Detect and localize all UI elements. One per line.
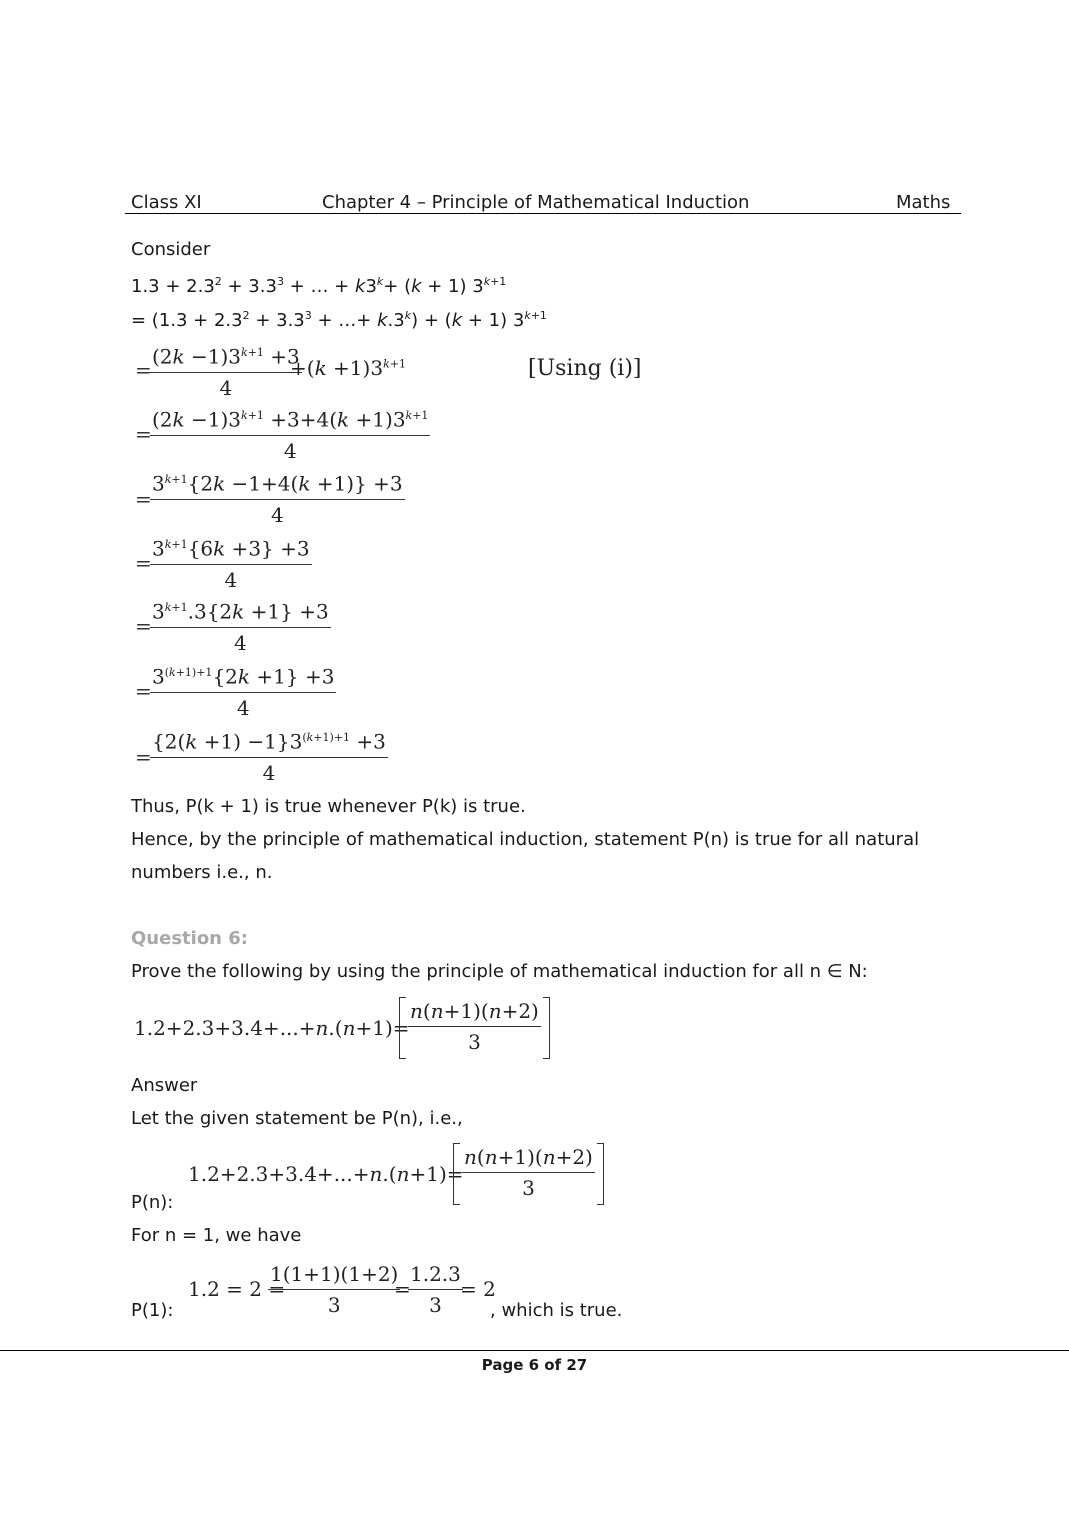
which-true-text: , which is true.	[490, 1300, 623, 1321]
consider-text: Consider	[131, 239, 211, 260]
footer-rule	[0, 1350, 1069, 1351]
fraction-step-5: $\frac{3^{k+1}.3\{2k +1\} +3}{4}$	[150, 595, 331, 656]
fraction-step-6: $\frac{3^{(k+1)+1}\{2k +1\} +3}{4}$	[150, 660, 336, 721]
equals-sign: =	[135, 487, 152, 511]
pn-label: P(n):	[131, 1192, 174, 1213]
q6-formula-rhs: $\frac{n(n+1)(n+2)}{3}$	[410, 999, 539, 1054]
hence-line-2: numbers i.e., n.	[131, 862, 273, 883]
page-number: Page 6 of 27	[481, 1356, 588, 1374]
pn-formula-lhs: 1.2+2.3+3.4+...+n.(n+1)=	[188, 1162, 464, 1186]
let-line: Let the given statement be P(n), i.e.,	[131, 1108, 463, 1129]
fraction-step-2: $\frac{(2k -1)3^{k+1} +3+4(k +1)3^{k+1}}{4}$	[150, 403, 430, 464]
q6-formula-lhs: 1.2+2.3+3.4+...+n.(n+1)=	[134, 1016, 410, 1040]
subject-label: Maths	[896, 192, 951, 213]
class-label: Class XI	[131, 192, 202, 213]
pn-formula-rhs: $\frac{n(n+1)(n+2)}{3}$	[464, 1145, 593, 1200]
p1-formula-lhs: 1.2 = 2 =	[188, 1277, 286, 1301]
header-rule	[125, 213, 961, 214]
fraction-step-4: $\frac{3^{k+1}\{6k +3\} +3}{4}$	[150, 532, 312, 593]
left-bracket	[453, 1143, 460, 1205]
fraction-step-1: $\frac{(2k -1)3^{k+1} +3}{4}$	[150, 340, 302, 401]
sum-line-2: = ($1.3 + 2.3^2 + 3.3^3$ + …+ $k.3^k) + (k + 1)$ $3^{k+1}$	[131, 309, 547, 331]
thus-line: Thus, P(k + 1) is true whenever P(k) is true.	[131, 796, 526, 817]
using-note: [Using (i)]	[528, 356, 642, 381]
equals-sign: =	[135, 679, 152, 703]
fraction-step-7: $\frac{\{2(k +1) -1\}3^{(k+1)+1} +3}{4}$	[150, 725, 388, 786]
equals-sign: =	[135, 745, 152, 769]
equals-sign: =	[135, 614, 152, 638]
chapter-title: Chapter 4 – Principle of Mathematical Induction	[322, 192, 750, 213]
left-bracket	[399, 997, 406, 1059]
p1-fraction-2: $\frac{1.2.3}{3}$	[410, 1262, 461, 1317]
p1-fraction-1: $\frac{1(1+1)(1+2)}{3}$	[270, 1262, 399, 1317]
equals-sign: =	[135, 422, 152, 446]
fraction-step-3: $\frac{3^{k+1}\{2k -1+4(k +1)\} +3}{4}$	[150, 467, 405, 528]
term-k-plus-1: $+(k +1)3^{k+1}$	[290, 356, 406, 380]
p1-result: = 2	[460, 1277, 496, 1301]
answer-label: Answer	[131, 1075, 198, 1096]
question-title: Question 6:	[131, 928, 248, 949]
equals-sign: =	[135, 358, 152, 382]
right-bracket	[597, 1143, 604, 1205]
equals-sign: =	[394, 1277, 411, 1301]
for-n1-line: For n = 1, we have	[131, 1225, 302, 1246]
p1-label: P(1):	[131, 1300, 174, 1321]
question-prompt: Prove the following by using the principle of mathematical induction for all n ∈ N:	[131, 961, 868, 982]
equals-sign: =	[135, 551, 152, 575]
hence-line-1: Hence, by the principle of mathematical induction, statement P(n) is true for all natural	[131, 829, 920, 850]
sum-line-1: $1.3 + 2.3^2 + 3.3^3$ + … + $k3^k+ (k + 1)$ $3^{k+1}$	[131, 275, 507, 297]
right-bracket	[543, 997, 550, 1059]
